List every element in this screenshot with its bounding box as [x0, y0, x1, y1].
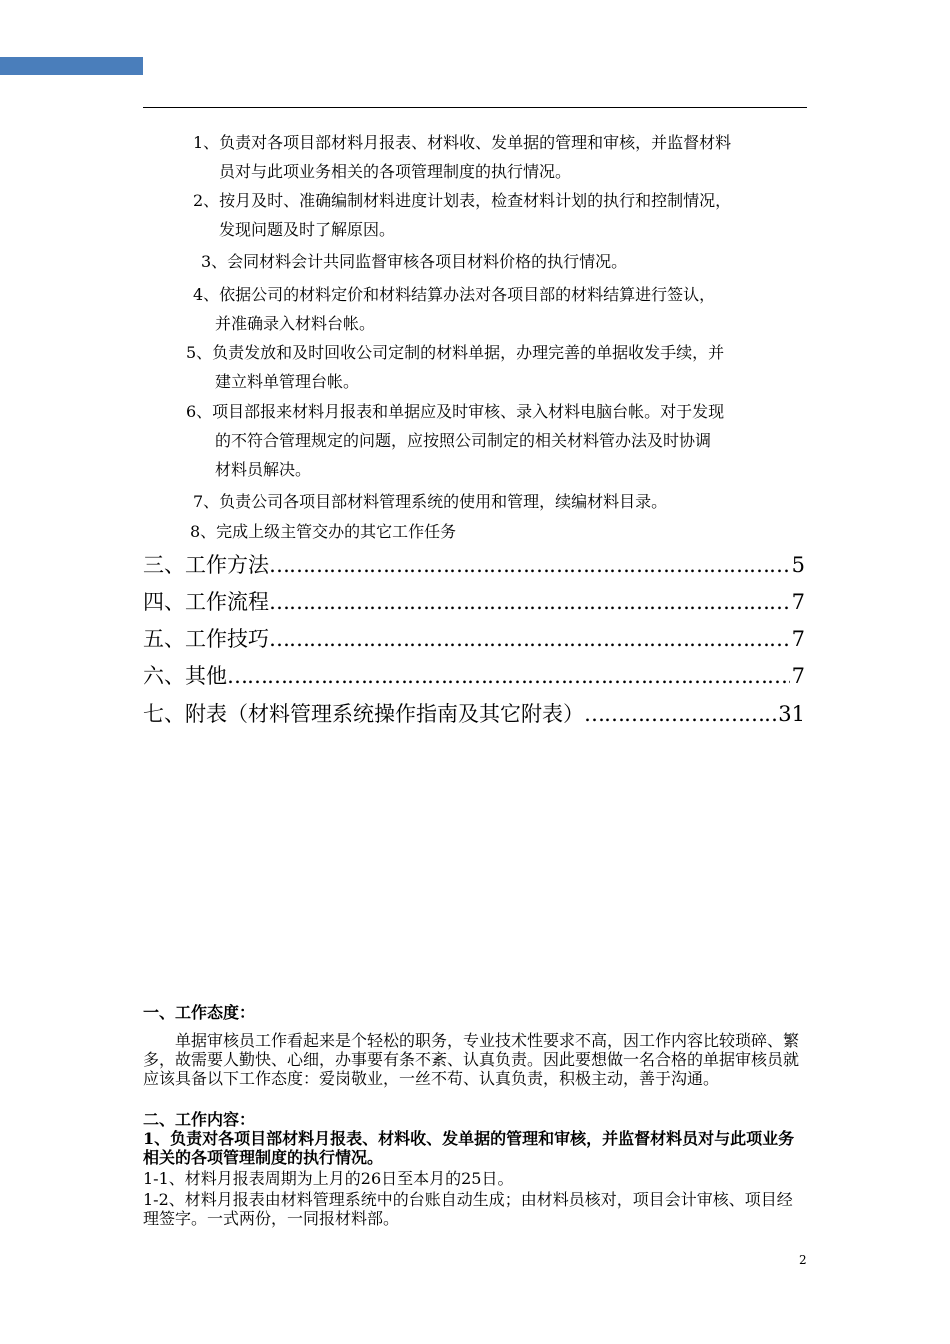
section-content — [143, 1110, 807, 1228]
toc-page: 5 — [791, 553, 805, 577]
duty-item-1 — [193, 128, 731, 186]
duty-line: 7、负责公司各项目部材料管理系统的使用和管理，续编材料目录。 — [193, 492, 668, 511]
toc-entry-appendix[interactable] — [143, 698, 805, 730]
toc-leader — [269, 549, 790, 581]
duty-line: 4、依据公司的材料定价和材料结算办法对各项目部的材料结算进行签认， — [193, 285, 716, 304]
toc-page: 31 — [778, 702, 805, 726]
toc-page: 7 — [791, 664, 805, 688]
duty-line: 2、按月及时、准确编制材料进度计划表，检查材料计划的执行和控制情况， — [193, 191, 732, 210]
duty-line: 1、负责对各项目部材料月报表、材料收、发单据的管理和审核，并监督材料 — [193, 133, 732, 152]
duty-line: 8、完成上级主管交办的其它工作任务 — [190, 522, 457, 541]
content-sub-1: 1-1、材料月报表周期为上月的26日至本月的25日。 — [143, 1169, 514, 1188]
section-heading: 一、工作态度： — [143, 1003, 256, 1022]
duty-line: 发现问题及时了解原因。 — [219, 220, 396, 239]
toc-title: 七、附表（材料管理系统操作指南及其它附表） — [143, 702, 584, 726]
duty-line: 3、会同材料会计共同监督审核各项目材料价格的执行情况。 — [201, 252, 628, 271]
toc-entry-other[interactable] — [143, 660, 805, 692]
duty-line: 6、项目部报来材料月报表和单据应及时审核、录入材料电脑台帐。对于发现 — [186, 402, 725, 421]
section-paragraph: 单据审核员工作看起来是个轻松的职务，专业技术性要求不高，因工作内容比较琐碎、繁多，故需要人勤快、心细，办事要有条不紊、认真负责。因此要想做一名合格的单据审核员就应该具备以下工作态度：爱岗敬业，一丝不苟、认真负责，积极主动，善于沟通。 — [143, 1031, 800, 1088]
toc-title: 四、工作流程 — [143, 590, 269, 614]
toc-title: 五、工作技巧 — [143, 627, 269, 651]
content-sub-2: 1-2、材料月报表由材料管理系统中的台账自动生成；由材料员核对，项目会计审核、项目经理签字。一式两份，一同报材料部。 — [143, 1190, 793, 1228]
duty-line: 并准确录入材料台帐。 — [215, 314, 376, 333]
section-heading: 二、工作内容： — [143, 1110, 256, 1129]
toc-entry-skills[interactable] — [143, 623, 805, 655]
toc-entry-process[interactable] — [143, 586, 805, 618]
page-number: 2 — [799, 1253, 807, 1267]
section-attitude — [143, 1003, 807, 1088]
toc-page: 7 — [791, 590, 805, 614]
duty-item-4 — [193, 280, 715, 338]
toc-leader — [584, 698, 776, 730]
header-rule — [143, 107, 807, 108]
toc-title: 三、工作方法 — [143, 553, 269, 577]
duty-item-8 — [190, 517, 456, 546]
duty-line: 员对与此项业务相关的各项管理制度的执行情况。 — [219, 162, 572, 181]
toc-leader — [227, 660, 790, 692]
duty-line: 材料员解决。 — [215, 460, 312, 479]
duty-line: 建立料单管理台帐。 — [215, 372, 360, 391]
duty-item-2 — [193, 186, 731, 244]
toc-page: 7 — [791, 627, 805, 651]
toc-leader — [269, 623, 790, 655]
header-accent-bar — [0, 57, 143, 75]
toc-title: 六、其他 — [143, 664, 227, 688]
duty-line: 的不符合管理规定的问题，应按照公司制定的相关材料管办法及时协调 — [215, 431, 712, 450]
content-item-1: 1、负责对各项目部材料月报表、材料收、发单据的管理和审核，并监督材料员对与此项业务相关的各项管理制度的执行情况。 — [143, 1129, 795, 1167]
duty-line: 5、负责发放和及时回收公司定制的材料单据，办理完善的单据收发手续，并 — [186, 343, 725, 362]
duty-item-6 — [186, 397, 724, 484]
duty-item-3 — [201, 247, 627, 276]
duty-item-5 — [186, 338, 724, 396]
toc-entry-methods[interactable] — [143, 549, 805, 581]
duty-item-7 — [193, 487, 667, 516]
toc-leader — [269, 586, 790, 618]
